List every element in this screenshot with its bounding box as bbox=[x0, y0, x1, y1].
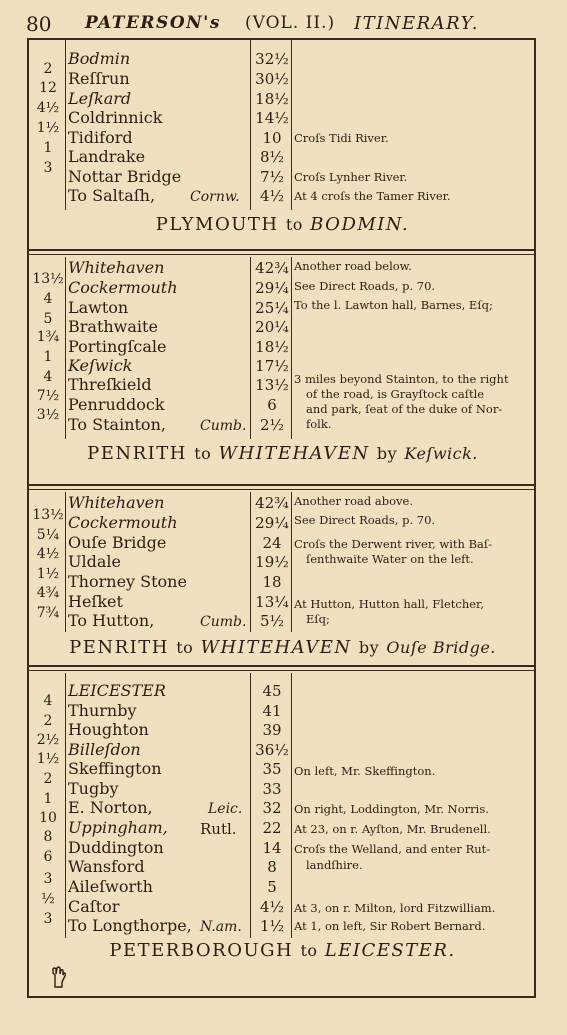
total-distance: 18½ bbox=[255, 338, 289, 356]
stage-distance: 3½ bbox=[36, 407, 60, 423]
rule-3b bbox=[27, 670, 536, 671]
total-distance: 5½ bbox=[259, 612, 285, 630]
place-name: Uppingham, bbox=[68, 818, 168, 837]
route-remark: At 4 croſs the Tamer River. bbox=[294, 189, 451, 203]
total-distance: 30½ bbox=[255, 70, 289, 88]
total-distance: 42¾ bbox=[255, 494, 289, 512]
stage-distance: 6 bbox=[43, 849, 53, 865]
total-distance: 20¼ bbox=[255, 318, 289, 336]
stage-distance: 3 bbox=[43, 160, 53, 176]
place-name: Tugby bbox=[68, 779, 119, 798]
total-distance: 29¼ bbox=[255, 279, 289, 297]
place-name: Thorney Stone bbox=[68, 572, 187, 591]
stage-distance: 3 bbox=[43, 871, 53, 887]
place-name: To Hutton, bbox=[68, 611, 155, 630]
total-distance: 5 bbox=[267, 878, 277, 896]
total-distance: 4½ bbox=[259, 898, 285, 916]
total-distance: 41 bbox=[262, 702, 282, 720]
total-distance: 32 bbox=[262, 799, 282, 817]
place-name: Caſtor bbox=[68, 897, 120, 916]
stage-distance: 2 bbox=[43, 771, 53, 787]
place-name: Threſkield bbox=[68, 375, 152, 394]
place-name: Aileſworth bbox=[68, 877, 153, 896]
stage-distance: 5 bbox=[43, 311, 53, 327]
place-name: Lawton bbox=[68, 298, 129, 317]
stage-distance: 13½ bbox=[32, 271, 64, 287]
route-title: PETERBOROUGH to LEICESTER. bbox=[109, 940, 456, 961]
header-author: PATERSON's bbox=[85, 13, 221, 33]
route-remark: Croſs the Derwent river, with Baſ- bbox=[294, 537, 493, 551]
col-rule bbox=[250, 673, 251, 938]
place-name: Houghton bbox=[68, 720, 149, 739]
route-remark: At 3, on r. Milton, lord Fitzwilliam. bbox=[294, 901, 496, 915]
place-name: To Longthorpe, bbox=[68, 916, 192, 935]
total-distance: 32½ bbox=[255, 50, 289, 68]
total-distance: 2½ bbox=[259, 416, 285, 434]
total-distance: 42¾ bbox=[255, 259, 289, 277]
rule-top bbox=[27, 38, 536, 40]
total-distance: 35 bbox=[262, 760, 282, 778]
route-remark: Another road above. bbox=[294, 494, 414, 508]
stage-distance: 3 bbox=[43, 911, 53, 927]
route-remark: landſhire. bbox=[306, 858, 363, 872]
place-name: Bodmin bbox=[68, 49, 131, 68]
place-name: Ouſe Bridge bbox=[68, 533, 167, 552]
header-volume: (VOL. II.) bbox=[245, 13, 336, 33]
route-remark: To the l. Lawton hall, Barnes, Eſq; bbox=[294, 298, 493, 312]
total-distance: 18 bbox=[262, 573, 282, 591]
total-distance: 10 bbox=[262, 129, 282, 147]
total-distance: 39 bbox=[262, 721, 282, 739]
rule-3 bbox=[27, 665, 536, 667]
place-name: Heſket bbox=[68, 592, 123, 611]
stage-distance: 1½ bbox=[36, 566, 60, 582]
place-name: Landrake bbox=[68, 147, 146, 166]
route-remark: At 23, on r. Ayſton, Mr. Brudenell. bbox=[294, 822, 491, 836]
place-name: Billeſdon bbox=[68, 740, 141, 759]
stage-distance: 4 bbox=[43, 291, 53, 307]
place-name: Whitehaven bbox=[68, 493, 165, 512]
place-name: Thurnby bbox=[68, 701, 137, 720]
place-name: Reſſrun bbox=[68, 69, 130, 88]
page-header bbox=[0, 10, 567, 38]
page-number: 80 bbox=[26, 12, 52, 36]
place-name: E. Norton, bbox=[68, 798, 153, 817]
stage-distance: 1½ bbox=[36, 751, 60, 767]
route-remark: See Direct Roads, p. 70. bbox=[294, 513, 436, 527]
header-title: ITINERARY. bbox=[354, 13, 479, 34]
total-distance: 25¼ bbox=[255, 299, 289, 317]
route-remark: On left, Mr. Skeffington. bbox=[294, 764, 436, 778]
place-name: Uldale bbox=[68, 552, 121, 571]
place-name: Cockermouth bbox=[68, 278, 178, 297]
stage-distance: 13½ bbox=[32, 507, 64, 523]
stage-distance: 4½ bbox=[36, 546, 60, 562]
county-label: Leic. bbox=[208, 801, 243, 817]
total-distance: 8 bbox=[267, 858, 277, 876]
place-name: Portingſcale bbox=[68, 337, 167, 356]
stage-distance: 5¼ bbox=[36, 527, 60, 543]
route-remark: folk. bbox=[306, 417, 332, 431]
total-distance: 7½ bbox=[259, 168, 285, 186]
col-rule bbox=[65, 40, 66, 210]
route-title: PENRITH to WHITEHAVEN by Ouſe Bridge. bbox=[69, 637, 496, 658]
place-name: Nottar Bridge bbox=[68, 167, 182, 186]
county-label: Cumb. bbox=[200, 418, 247, 434]
route-remark: See Direct Roads, p. 70. bbox=[294, 279, 436, 293]
stage-distance: 7¾ bbox=[36, 605, 60, 621]
place-name: Leſkard bbox=[68, 89, 132, 108]
total-distance: 36½ bbox=[255, 741, 289, 759]
route-remark: Croſs the Welland, and enter Rut- bbox=[294, 842, 491, 856]
route-remark: Eſq; bbox=[306, 612, 330, 626]
county-label: Cumb. bbox=[200, 614, 247, 630]
route-remark: Croſs Tidi River. bbox=[294, 131, 389, 145]
place-name: Whitehaven bbox=[68, 258, 165, 277]
total-distance: 8½ bbox=[259, 148, 285, 166]
place-name: Penruddock bbox=[68, 395, 165, 414]
county-label: Rutl. bbox=[200, 820, 237, 838]
stage-distance: 8 bbox=[43, 829, 53, 845]
col-rule bbox=[65, 257, 66, 439]
stage-distance: 2 bbox=[43, 61, 53, 77]
stage-distance: 1½ bbox=[36, 120, 60, 136]
total-distance: 18½ bbox=[255, 90, 289, 108]
total-distance: 29¼ bbox=[255, 514, 289, 532]
stage-distance: 7½ bbox=[36, 388, 60, 404]
place-name: Skeffington bbox=[68, 759, 162, 778]
col-rule bbox=[250, 40, 251, 210]
rule-2b bbox=[27, 489, 536, 490]
total-distance: 13½ bbox=[255, 376, 289, 394]
place-name: Keſwick bbox=[68, 356, 133, 375]
route-title: PENRITH to WHITEHAVEN by Keſwick. bbox=[87, 443, 478, 464]
pointing-hand-icon bbox=[48, 965, 68, 989]
col-rule bbox=[65, 492, 66, 632]
place-name: Wansford bbox=[68, 857, 145, 876]
route-remark: and park, ſeat of the duke of Nor- bbox=[306, 402, 503, 416]
place-name: Duddington bbox=[68, 838, 164, 857]
stage-distance: 4 bbox=[43, 693, 53, 709]
place-name: Cockermouth bbox=[68, 513, 178, 532]
total-distance: 22 bbox=[262, 819, 282, 837]
route-remark: Another road below. bbox=[294, 259, 412, 273]
route-remark: 3 miles beyond Stainton, to the right bbox=[294, 372, 509, 386]
place-name: To Saltaſh, bbox=[68, 186, 156, 205]
route-remark: Croſs Lynher River. bbox=[294, 170, 408, 184]
route-remark: At 1, on left, Sir Robert Bernard. bbox=[294, 919, 486, 933]
rule-1b bbox=[27, 254, 536, 255]
place-name: Coldrinnick bbox=[68, 108, 163, 127]
col-rule bbox=[250, 492, 251, 632]
stage-distance: 1 bbox=[43, 791, 53, 807]
total-distance: 45 bbox=[262, 682, 282, 700]
stage-distance: 4 bbox=[43, 369, 53, 385]
col-rule bbox=[250, 257, 251, 439]
stage-distance: ½ bbox=[41, 891, 55, 907]
place-name: Brathwaite bbox=[68, 317, 158, 336]
total-distance: 14½ bbox=[255, 109, 289, 127]
route-remark: At Hutton, Hutton hall, Fletcher, bbox=[294, 597, 484, 611]
stage-distance: 4¾ bbox=[36, 585, 60, 601]
place-name: LEICESTER bbox=[68, 681, 166, 700]
total-distance: 14 bbox=[262, 839, 282, 857]
place-name: Tidiford bbox=[68, 128, 133, 147]
total-distance: 24 bbox=[262, 534, 282, 552]
total-distance: 17½ bbox=[255, 357, 289, 375]
total-distance: 6 bbox=[267, 396, 277, 414]
total-distance: 13¼ bbox=[255, 593, 289, 611]
stage-distance: 12 bbox=[39, 80, 57, 96]
route-title: PLYMOUTH to BODMIN. bbox=[155, 214, 410, 235]
stage-distance: 2½ bbox=[36, 732, 60, 748]
rule-2 bbox=[27, 484, 536, 486]
stage-distance: 1¾ bbox=[36, 329, 60, 345]
total-distance: 1½ bbox=[259, 917, 285, 935]
total-distance: 4½ bbox=[259, 187, 285, 205]
county-label: Cornw. bbox=[190, 189, 240, 205]
route-remark: of the road, is Grayſtock caſtle bbox=[306, 387, 485, 401]
place-name: To Stainton, bbox=[68, 415, 166, 434]
stage-distance: 4½ bbox=[36, 100, 60, 116]
col-rule bbox=[65, 673, 66, 938]
stage-distance: 1 bbox=[43, 349, 53, 365]
rule-1 bbox=[27, 249, 536, 251]
county-label: N.am. bbox=[200, 919, 242, 935]
stage-distance: 10 bbox=[39, 810, 57, 826]
stage-distance: 2 bbox=[43, 713, 53, 729]
stage-distance: 1 bbox=[43, 140, 53, 156]
route-remark: On right, Loddington, Mr. Norris. bbox=[294, 802, 489, 816]
total-distance: 19½ bbox=[255, 553, 289, 571]
total-distance: 33 bbox=[262, 780, 282, 798]
route-remark: ſenthwaite Water on the left. bbox=[306, 552, 474, 566]
